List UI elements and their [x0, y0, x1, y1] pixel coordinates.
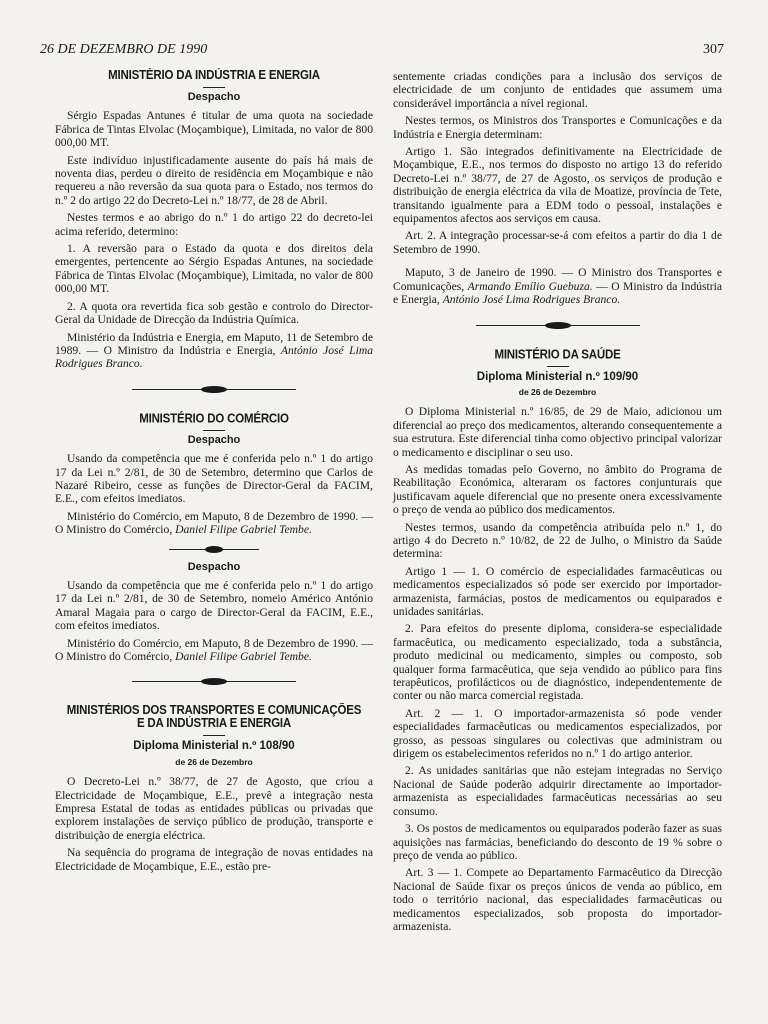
paragraph: Nestes termos, os Ministros dos Transportes e Comunicações e da Indústria e Energia determinam: [393, 114, 722, 141]
paragraph: O Decreto-Lei n.º 38/77, de 27 de Agosto, que criou a Electricidade de Moçambique, E.E., prevê a integração nesta Empresa Estatal de todas as entidades públicas ou privadas que explorem instalações de serviço público de produção, transporte e distribuição de energia eléctrica. [55, 775, 373, 842]
section-divider [476, 321, 640, 331]
paragraph: O Diploma Ministerial n.º 16/85, de 29 de Maio, adicionou um diferencial ao preço dos medicamentos, alterando consequentemente a sua estrutura. Este diferencial tinha como objectivo principal valorizar o medicamento e disciplinar o seu uso. [393, 405, 722, 459]
paragraph: 2. As unidades sanitárias que não estejam integradas no Serviço Nacional de Saúde poderão adquirir directamente ao importador-armazenista as especialidades farmacêuticas necessárias ao seu consumo. [393, 764, 722, 818]
subheading-despacho: Despacho [187, 433, 241, 446]
page-number: 307 [703, 42, 724, 57]
signatory-name: António José Lima Rodrigues Branco. [55, 343, 373, 371]
paragraph: Artigo 1 — 1. O comércio de especialidades farmacêuticas ou medicamentos especializados só pode ser exercido por importador-armazenista, farmácias, postos de medicamentos ou equiparados e unidades sanitárias. [393, 564, 722, 618]
signatory-name: Daniel Filipe Gabriel Tembe. [175, 650, 312, 663]
signature-text: Ministério do Comércio, em Maputo, 8 de Dezembro de 1990. — O Ministro do Comércio, [55, 509, 373, 537]
right-column [393, 70, 722, 937]
section-divider [132, 677, 296, 687]
short-rule [547, 366, 569, 367]
paragraph: Art. 2 — 1. O importador-armazenista só pode vender especialidades farmacêuticas ou medicamentos especializados, por grosso, as pessoas singulares ou colectivas que administram ou dirigem os estabelecimentos referidos no n.º 1 do artigo anterior. [393, 706, 722, 761]
signatory-name: Armando Emílio Guebuza. [467, 279, 593, 293]
paragraph: Na sequência do programa de integração de novas entidades na Electricidade de Moçambique, E.E., estão pre- [55, 846, 373, 873]
signature-text: Ministério do Comércio, em Maputo, 8 de Dezembro de 1990. — O Ministro do Comércio, [55, 636, 373, 663]
header-date: 26 DE DEZEMBRO DE 1990 [40, 42, 208, 57]
short-rule [203, 87, 225, 88]
paragraph: Sérgio Espadas Antunes é titular de uma quota na sociedade Fábrica de Tintas Elvolac (Moçambique), Limitada, no valor de 800 000,00 MT. [55, 109, 373, 150]
section-heading-transportes: MINISTÉRIOS DOS TRANSPORTES E COMUNICAÇÕES [66, 704, 362, 718]
subheading-despacho: Despacho [187, 91, 241, 103]
signatory-name: António José Lima Rodrigues Branco. [442, 293, 621, 307]
paragraph: 2. Para efeitos do presente diploma, considera-se especialidade farmacêutica, ou medicamento especializado, toda a substância, produto medicinal ou medicamento, simples ou composto, sob qualquer forma farmacêutica, que seja vendido ao público para fins terapêuticos, profilácticos ou de diagnóstico, independentemente de conter ou não marca comercial registada. [393, 622, 722, 703]
paragraph: Nestes termos e ao abrigo do n.º 1 do artigo 22 do decreto-lei acima referido, determino: [55, 211, 373, 238]
section-heading-industria: MINISTÉRIO DA INDÚSTRIA E ENERGIA [108, 69, 320, 83]
paragraph: Art. 3 — 1. Compete ao Departamento Farmacêutico da Direcção Nacional de Saúde fixar os preços únicos de venda ao público, em todo o território nacional, das especialidades farmacêuticas ou medicamentos especializados, sob proposta do importador-armazenista. [393, 866, 722, 933]
paragraph: 1. A reversão para o Estado da quota e dos direitos dela emergentes, pertencente ao Sérgio Espadas Antunes, na sociedade Fábrica de Tintas Elvolac (Moçambique), Limitada, no valor de 800 000,00 MT. [55, 242, 373, 296]
diploma-title: Diploma Ministerial n.º 109/90 [476, 370, 639, 383]
paragraph: Art. 2. A integração processar-se-á com efeitos a partir do dia 1 de Setembro de 1990. [393, 229, 722, 256]
paragraph: sentemente criadas condições para a inclusão dos serviços de electricidade de um conjunto de entidades que assumem uma considerável importância a nível regional. [393, 70, 722, 110]
diploma-date: de 26 de Dezembro [518, 386, 597, 397]
paragraph: 3. Os postos de medicamentos ou equiparados poderão fazer as suas aquisições nas farmácias, beneficiando do desconto de 19 % sobre o preço de venda ao público. [393, 822, 722, 862]
section-divider [169, 545, 259, 555]
section-divider [132, 385, 296, 395]
signature-text: — O Ministro da Indústria e Energia, [393, 279, 723, 307]
short-rule [203, 430, 225, 431]
paragraph: 2. A quota ora revertida fica sob gestão e controlo do Director-Geral da Unidade de Direcção da Indústria Química. [55, 299, 373, 327]
signature-text: Ministério da Indústria e Energia, em Maputo, 11 de Setembro de 1989. — O Ministro da Indústria e Energia, [55, 330, 373, 357]
section-heading-transportes-line2: E DA INDÚSTRIA E ENERGIA [136, 717, 292, 731]
paragraph: Artigo 1. São integrados definitivamente na Electricidade de Moçambique, E.E., nos termos do disposto no artigo 13 do referido Decreto-Lei n.º 38/77, de 27 de Agosto, os serviços de produção e distribuição de energia eléctrica da vila de Moatize, província de Tete, transitando igualmente para a EDM todo o pessoal, instalações e equipamentos afectos aos serviços em causa. [393, 145, 722, 226]
diploma-title: Diploma Ministerial n.º 108/90 [133, 740, 295, 753]
signature-paragraph [55, 331, 373, 371]
section-heading-saude: MINISTÉRIO DA SAÚDE [494, 347, 621, 362]
page-header [40, 42, 728, 62]
paragraph: Este indivíduo injustificadamente ausente do país há mais de noventa dias, perdeu o direito de residência em Moçambique e não requereu a não reversão da sua quota para o Estado, nos termos do n.º 2 do artigo 22 do Decreto-Lei n.º 18/77, de 28 de Abril. [55, 153, 373, 207]
signature-paragraph [393, 266, 722, 306]
signatory-name: Daniel Filipe Gabriel Tembe. [175, 523, 312, 537]
paragraph: Usando da competência que me é conferida pelo n.º 1 do artigo 17 da Lei n.º 2/81, de 30 de Setembro, nomeio Américo António Amaral Magaia para o cargo de Director-Geral da FACIM, E.E., com efeitos imediatos. [55, 578, 373, 633]
subheading-despacho: Despacho [187, 560, 241, 573]
signature-paragraph [55, 510, 373, 537]
section-heading-comercio: MINISTÉRIO DO COMÉRCIO [139, 412, 289, 426]
signature-text: Maputo, 3 de Janeiro de 1990. — O Ministro dos Transportes e Comunicações, [393, 266, 722, 293]
paragraph: Nestes termos, usando da competência atribuída pelo n.º 1, do artigo 4 do Decreto n.º 10/82, de 22 de Julho, o Ministro da Saúde determina: [393, 520, 722, 561]
paragraph: Usando da competência que me é conferida pelo n.º 1 do artigo 17 da Lei n.º 2/81, de 30 de Setembro, determino que Carlos de Nazaré Ribeiro, cesse as funções de Director-Geral da FACIM, E.E., com efeitos imediatos. [55, 452, 373, 506]
paragraph: As medidas tomadas pelo Governo, no âmbito do Programa de Reabilitação Económica, alteraram os factores conjunturais que justificavam aquele diferencial que no presente onera excessivamente o preço de venda ao público dos medicamentos. [393, 462, 722, 517]
signature-paragraph [55, 637, 373, 664]
diploma-date: de 26 de Dezembro [175, 756, 253, 767]
left-column [55, 70, 373, 877]
short-rule [203, 735, 225, 736]
